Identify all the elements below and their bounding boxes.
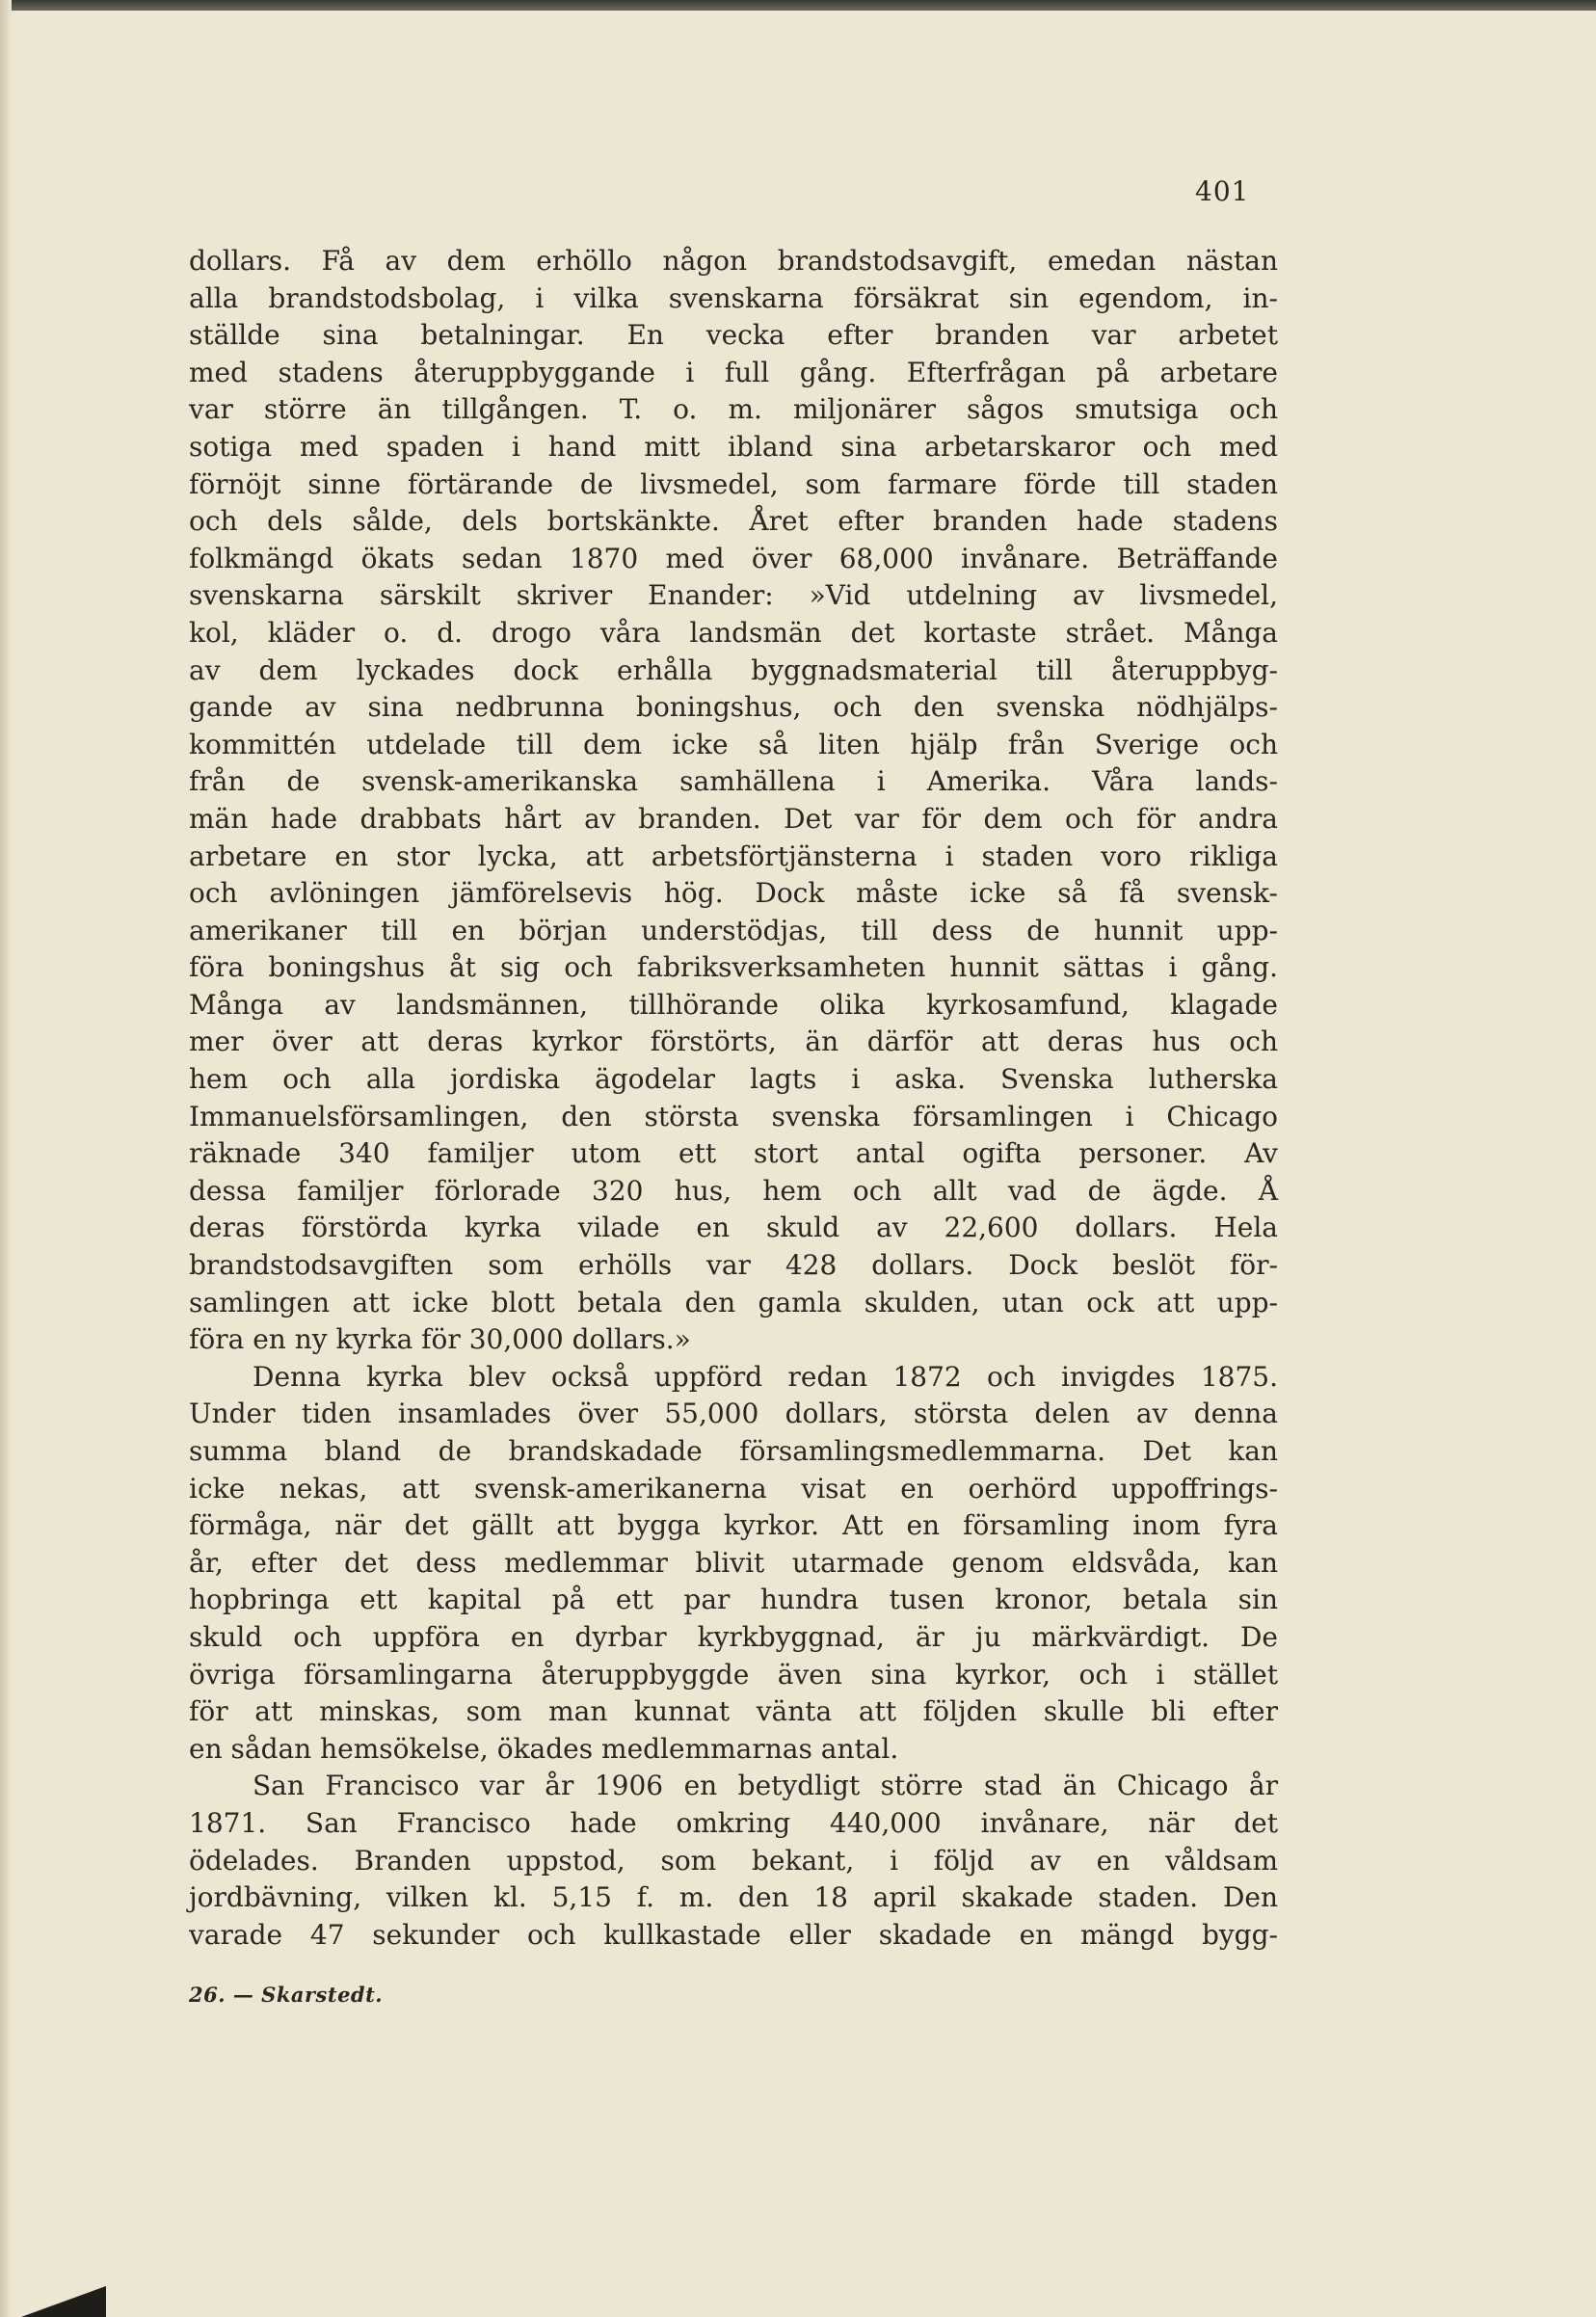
- bottom-corner-shadow: [0, 2286, 106, 2317]
- body-text: [189, 243, 1278, 1954]
- text-line: icke nekas, att svensk-amerikanerna visat en oerhörd uppoffrings-: [189, 1472, 1278, 1505]
- text-line: förnöjt sinne förtärande de livsmedel, som farmare förde till staden: [189, 467, 1278, 500]
- text-line: dollars. Få av dem erhöllo någon brandstodsavgift, emedan nästan: [189, 245, 1278, 277]
- paragraph-start-line: San Francisco var år 1906 en betydligt större stad än Chicago år: [253, 1770, 1278, 1802]
- text-line: av dem lyckades dock erhålla byggnadsmaterial till återuppbyg-: [189, 653, 1278, 686]
- text-line: var större än tillgången. T. o. m. miljonärer sågos smutsiga och: [189, 393, 1278, 426]
- text-line: kol, kläder o. d. drogo våra landsmän det kortaste strået. Många: [189, 616, 1278, 649]
- text-line: brandstodsavgiften som erhölls var 428 dollars. Dock beslöt för-: [189, 1249, 1278, 1282]
- text-line: deras förstörda kyrka vilade en skuld av 22,600 dollars. Hela: [189, 1212, 1278, 1244]
- text-line: gande av sina nedbrunna boningshus, och den svenska nödhjälps-: [189, 691, 1278, 724]
- text-line: ödelades. Branden uppstod, som bekant, i följd av en våldsam: [189, 1844, 1278, 1877]
- page-number: 401: [1195, 175, 1250, 207]
- text-line: och avlöningen jämförelsevis hög. Dock måste icke så få svensk-: [189, 877, 1278, 910]
- text-line: övriga församlingarna återuppbyggde även sina kyrkor, och i stället: [189, 1658, 1278, 1691]
- text-line: från de svensk-amerikanska samhällena i Amerika. Våra lands-: [189, 765, 1278, 798]
- text-line: för att minskas, som man kunnat vänta att följden skulle bli efter: [189, 1695, 1278, 1728]
- text-line: sotiga med spaden i hand mitt ibland sina arbetarskaror och med: [189, 430, 1278, 463]
- page-binding-edge: [0, 0, 12, 2317]
- text-line: män hade drabbats hårt av branden. Det var för dem och för andra: [189, 802, 1278, 835]
- text-line: 1871. San Francisco hade omkring 440,000 invånare, när det: [189, 1806, 1278, 1839]
- paragraph-end-line: en sådan hemsökelse, ökades medlemmarnas antal.: [189, 1732, 899, 1765]
- footer-signature: 26. — Skarstedt.: [189, 1983, 384, 2007]
- text-line: samlingen att icke blott betala den gamla skulden, utan ock att upp-: [189, 1286, 1278, 1318]
- text-line: ställde sina betalningar. En vecka efter branden var arbetet: [189, 319, 1278, 352]
- paragraph-start-line: Denna kyrka blev också uppförd redan 1872 och invigdes 1875.: [253, 1360, 1278, 1393]
- text-line: kommittén utdelade till dem icke så liten hjälp från Sverige och: [189, 728, 1278, 760]
- text-line: och dels sålde, dels bortskänkte. Året efter branden hade stadens: [189, 505, 1278, 538]
- text-line: folkmängd ökats sedan 1870 med över 68,000 invånare. Beträffande: [189, 542, 1278, 574]
- text-line: summa bland de brandskadade församlingsmedlemmarna. Det kan: [189, 1435, 1278, 1467]
- text-line: hopbringa ett kapital på ett par hundra tusen kronor, betala sin: [189, 1584, 1278, 1616]
- text-line: mer över att deras kyrkor förstörts, än därför att deras hus och: [189, 1025, 1278, 1058]
- text-line: arbetare en stor lycka, att arbetsförtjänsterna i staden voro rikliga: [189, 839, 1278, 872]
- text-line: alla brandstodsbolag, i vilka svenskarna försäkrat sin egendom, in-: [189, 281, 1278, 314]
- text-line: amerikaner till en början understödjas, till dess de hunnit upp-: [189, 914, 1278, 946]
- text-line: Under tiden insamlades över 55,000 dollars, största delen av denna: [189, 1398, 1278, 1430]
- text-line: år, efter det dess medlemmar blivit utarmade genom eldsvåda, kan: [189, 1546, 1278, 1579]
- text-line: hem och alla jordiska ägodelar lagts i aska. Svenska lutherska: [189, 1063, 1278, 1096]
- text-line: jordbävning, vilken kl. 5,15 f. m. den 18 april skakade staden. Den: [189, 1881, 1278, 1914]
- paragraph-end-line: föra en ny kyrka för 30,000 dollars.»: [189, 1323, 691, 1356]
- text-line: dessa familjer förlorade 320 hus, hem och allt vad de ägde. Å: [189, 1174, 1278, 1207]
- text-line: med stadens återuppbyggande i full gång. Efterfrågan på arbetare: [189, 356, 1278, 388]
- top-edge-rule: [0, 0, 1596, 11]
- text-line: varade 47 sekunder och kullkastade eller skadade en mängd bygg-: [189, 1918, 1278, 1951]
- text-line: skuld och uppföra en dyrbar kyrkbyggnad, är ju märkvärdigt. De: [189, 1620, 1278, 1653]
- text-line: räknade 340 familjer utom ett stort antal ogifta personer. Av: [189, 1137, 1278, 1170]
- text-line: Immanuelsförsamlingen, den största svenska församlingen i Chicago: [189, 1100, 1278, 1132]
- text-line: Många av landsmännen, tillhörande olika kyrkosamfund, klagade: [189, 988, 1278, 1021]
- text-line: svenskarna särskilt skriver Enander: »Vid utdelning av livsmedel,: [189, 579, 1278, 612]
- text-line: förmåga, när det gällt att bygga kyrkor. Att en församling inom fyra: [189, 1509, 1278, 1542]
- text-line: föra boningshus åt sig och fabriksverksamheten hunnit sättas i gång.: [189, 951, 1278, 984]
